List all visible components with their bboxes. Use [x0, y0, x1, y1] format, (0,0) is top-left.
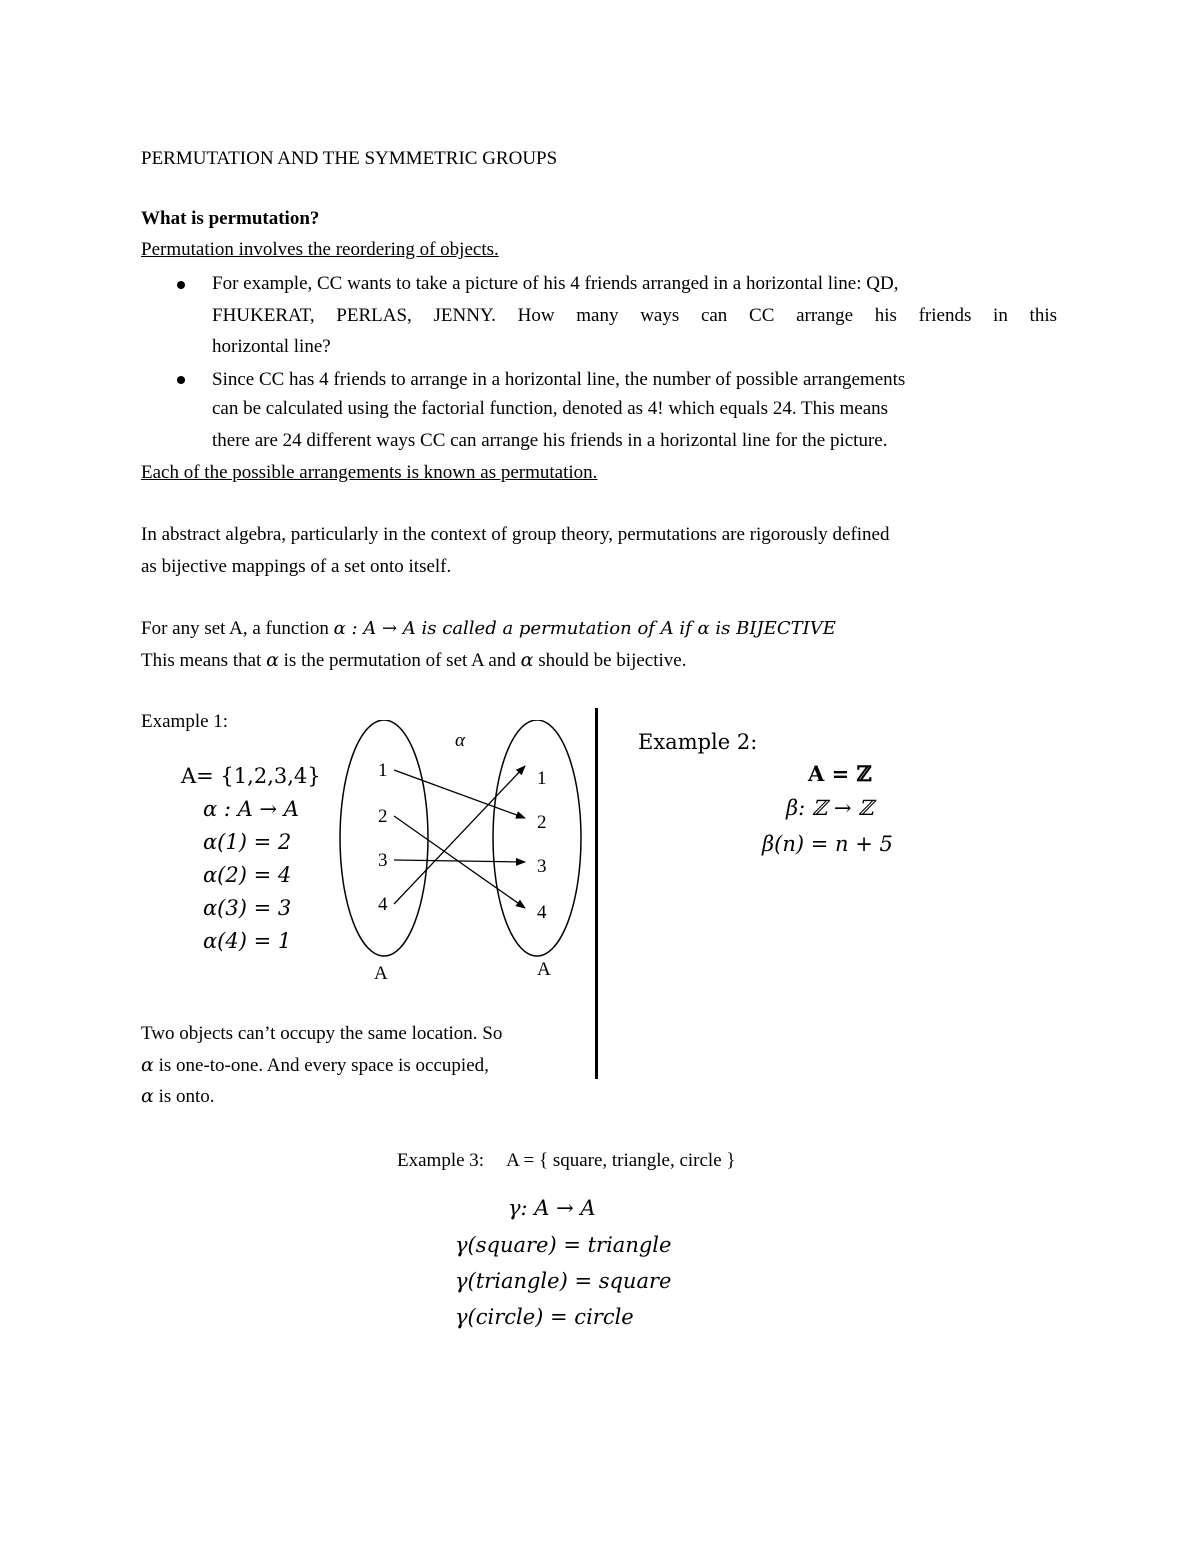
definition-text: This means that	[141, 650, 267, 671]
conclusion-text: is onto.	[153, 1086, 215, 1107]
conclusion-line: Two objects can’t occupy the same location. So	[141, 1023, 503, 1044]
domain-element: 2	[378, 806, 388, 827]
example2-set: A = ℤ	[808, 761, 872, 786]
conclusion-text: is one-to-one. And every space is occupied,	[153, 1055, 489, 1076]
example3-value: γ(square) = triangle	[455, 1233, 672, 1257]
alpha-symbol: α	[141, 1054, 154, 1076]
definition-text: is the permutation of set A and	[278, 650, 521, 671]
example1-value: α(1) = 2	[203, 830, 292, 854]
definition-line	[141, 617, 836, 641]
example1-value: α(4) = 1	[203, 929, 292, 953]
example1-map: α : A → A	[203, 797, 299, 821]
codomain-element: 2	[537, 812, 547, 833]
bullet-line: FHUKERAT, PERLAS, JENNY. How many ways can CC arrange his friends in this	[212, 305, 1057, 326]
example1-value: α(3) = 3	[203, 896, 292, 920]
definition-line-2	[141, 648, 686, 673]
domain-oval	[340, 720, 428, 956]
codomain-element: 3	[537, 856, 547, 877]
domain-element: 3	[378, 850, 388, 871]
domain-element: 4	[378, 894, 388, 915]
domain-label: A	[374, 963, 388, 984]
example2-rule: β(n) = n + 5	[762, 832, 893, 856]
intro-sentence: Permutation involves the reordering of objects.	[141, 239, 499, 260]
bullet-line: horizontal line?	[212, 336, 331, 357]
section-heading: What is permutation?	[141, 208, 320, 229]
bullet-line: For example, CC wants to take a picture of his 4 friends arranged in a horizontal line: QD,	[212, 273, 899, 294]
page-title: PERMUTATION AND THE SYMMETRIC GROUPS	[141, 148, 558, 169]
alpha-symbol: α	[141, 1085, 154, 1107]
abstract-line: as bijective mappings of a set onto itself.	[141, 556, 452, 577]
definition-formula: α : A → A is called a permutation of A if α is BIJECTIVE	[333, 618, 836, 639]
example3-value: γ(circle) = circle	[455, 1305, 634, 1329]
domain-element: 1	[378, 760, 388, 781]
codomain-element: 4	[537, 902, 547, 923]
abstract-line: In abstract algebra, particularly in the context of group theory, permutations are rigorously defined	[141, 524, 890, 545]
definition-prefix: For any set A, a function	[141, 618, 334, 639]
example3-title: Example 3:	[397, 1150, 485, 1171]
bullet-icon	[177, 281, 185, 289]
mapping-diagram	[330, 720, 590, 990]
definition-text: should be bijective.	[533, 650, 687, 671]
column-divider	[595, 708, 598, 1079]
map-label: α	[455, 730, 465, 751]
example3-map: γ: A → A	[508, 1196, 596, 1220]
alpha-symbol: α	[520, 649, 534, 671]
bullet-icon	[177, 376, 185, 384]
example1-heading: Example 1:	[141, 711, 229, 732]
bullet-line: there are 24 different ways CC can arrange his friends in a horizontal line for the picture.	[212, 430, 888, 451]
example1-value: α(2) = 4	[203, 863, 292, 887]
permutation-note: Each of the possible arrangements is known as permutation.	[141, 462, 598, 483]
codomain-element: 1	[537, 768, 547, 789]
example2-map: β: ℤ → ℤ	[786, 796, 874, 820]
example3-set: A = { square, triangle, circle }	[506, 1150, 736, 1171]
mapping-arrow	[394, 770, 525, 818]
bullet-line: can be calculated using the factorial function, denoted as 4! which equals 24. This means	[212, 398, 889, 419]
conclusion-line	[141, 1084, 215, 1109]
example3-heading	[397, 1149, 736, 1173]
codomain-label: A	[537, 959, 551, 980]
example3-value: γ(triangle) = square	[455, 1269, 672, 1293]
mapping-arrow	[394, 766, 525, 904]
example2-heading: Example 2:	[638, 730, 758, 754]
alpha-symbol: α	[266, 649, 279, 671]
conclusion-line	[141, 1053, 489, 1078]
example1-set: A= {1,2,3,4}	[181, 764, 321, 788]
bullet-line: Since CC has 4 friends to arrange in a horizontal line, the number of possible arrangements	[212, 369, 906, 390]
